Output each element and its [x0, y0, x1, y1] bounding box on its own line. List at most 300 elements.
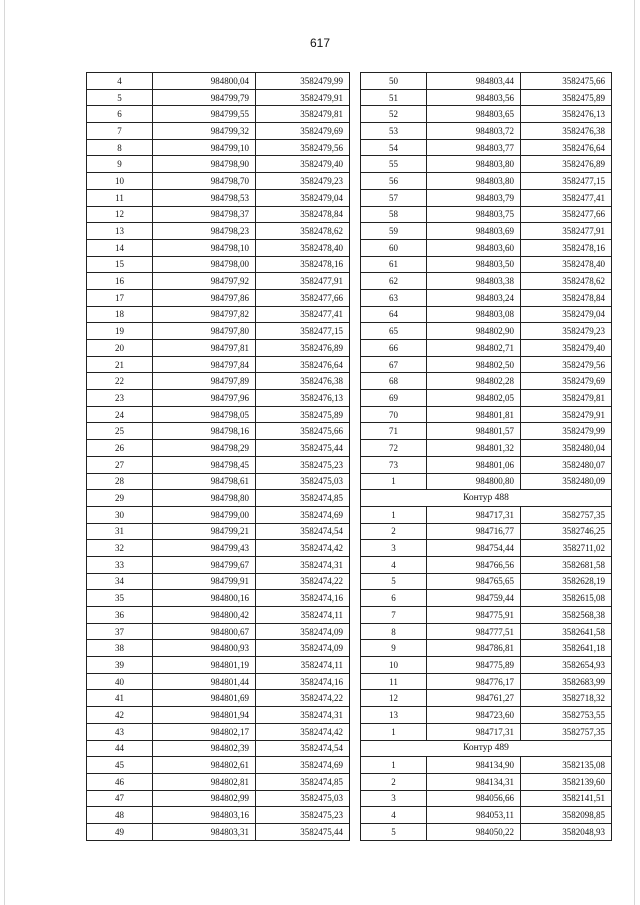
x-coordinate-cell: 984802,71: [427, 340, 521, 357]
point-number-cell: 4: [361, 807, 427, 824]
y-coordinate-cell: 3582135,08: [521, 757, 612, 774]
x-coordinate-cell: 984803,65: [427, 106, 521, 123]
y-coordinate-cell: 3582480,04: [521, 440, 612, 457]
table-row: [361, 306, 612, 323]
point-number-cell: 57: [361, 189, 427, 206]
x-coordinate-cell: 984797,86: [153, 289, 256, 306]
table-row: [361, 773, 612, 790]
table-row: [361, 139, 612, 156]
point-number-cell: 24: [87, 406, 153, 423]
scan-edge-left: [4, 0, 5, 905]
table-row: [361, 273, 612, 290]
x-coordinate-cell: 984799,79: [153, 89, 256, 106]
y-coordinate-cell: 3582757,35: [521, 506, 612, 523]
point-number-cell: 3: [361, 790, 427, 807]
x-coordinate-cell: 984134,90: [427, 757, 521, 774]
table-row: [87, 440, 350, 457]
table-row: [361, 73, 612, 90]
point-number-cell: 3: [361, 540, 427, 557]
point-number-cell: 58: [361, 206, 427, 223]
point-number-cell: 4: [87, 73, 153, 90]
table-row: [87, 173, 350, 190]
table-row: [87, 390, 350, 407]
point-number-cell: 27: [87, 456, 153, 473]
x-coordinate-cell: 984803,80: [427, 156, 521, 173]
y-coordinate-cell: 3582477,66: [521, 206, 612, 223]
y-coordinate-cell: 3582479,99: [521, 423, 612, 440]
point-number-cell: 60: [361, 239, 427, 256]
point-number-cell: 43: [87, 723, 153, 740]
table-row: [361, 690, 612, 707]
point-number-cell: 44: [87, 740, 153, 757]
point-number-cell: 31: [87, 523, 153, 540]
y-coordinate-cell: 3582479,81: [521, 390, 612, 407]
point-number-cell: 16: [87, 273, 153, 290]
point-number-cell: 5: [361, 573, 427, 590]
y-coordinate-cell: 3582477,91: [256, 273, 350, 290]
table-row: [87, 740, 350, 757]
point-number-cell: 5: [87, 89, 153, 106]
x-coordinate-cell: 984798,05: [153, 406, 256, 423]
x-coordinate-cell: 984802,50: [427, 356, 521, 373]
table-row: [361, 173, 612, 190]
x-coordinate-cell: 984801,81: [427, 406, 521, 423]
point-number-cell: 1: [361, 473, 427, 490]
y-coordinate-cell: 3582478,40: [521, 256, 612, 273]
x-coordinate-cell: 984797,84: [153, 356, 256, 373]
y-coordinate-cell: 3582475,23: [256, 456, 350, 473]
point-number-cell: 48: [87, 807, 153, 824]
contour-header-row: [361, 740, 612, 757]
x-coordinate-cell: 984801,06: [427, 456, 521, 473]
point-number-cell: 22: [87, 373, 153, 390]
table-row: [87, 456, 350, 473]
x-coordinate-cell: 984803,69: [427, 223, 521, 240]
x-coordinate-cell: 984803,38: [427, 273, 521, 290]
y-coordinate-cell: 3582474,11: [256, 657, 350, 674]
table-row: [87, 306, 350, 323]
x-coordinate-cell: 984717,31: [427, 506, 521, 523]
y-coordinate-cell: 3582568,38: [521, 607, 612, 624]
point-number-cell: 12: [87, 206, 153, 223]
point-number-cell: 7: [361, 607, 427, 624]
point-number-cell: 6: [87, 106, 153, 123]
point-number-cell: 73: [361, 456, 427, 473]
contour-header: Контур 488: [361, 490, 612, 507]
y-coordinate-cell: 3582474,09: [256, 640, 350, 657]
y-coordinate-cell: 3582474,85: [256, 490, 350, 507]
table-row: [87, 707, 350, 724]
y-coordinate-cell: 3582474,54: [256, 740, 350, 757]
x-coordinate-cell: 984723,60: [427, 707, 521, 724]
x-coordinate-cell: 984799,91: [153, 573, 256, 590]
y-coordinate-cell: 3582475,03: [256, 790, 350, 807]
x-coordinate-cell: 984801,44: [153, 673, 256, 690]
x-coordinate-cell: 984799,10: [153, 139, 256, 156]
point-number-cell: 29: [87, 490, 153, 507]
y-coordinate-cell: 3582478,16: [256, 256, 350, 273]
y-coordinate-cell: 3582475,89: [256, 406, 350, 423]
table-row: [361, 540, 612, 557]
y-coordinate-cell: 3582479,40: [521, 340, 612, 357]
table-row: [361, 640, 612, 657]
y-coordinate-cell: 3582753,55: [521, 707, 612, 724]
point-number-cell: 10: [87, 173, 153, 190]
table-row: [87, 807, 350, 824]
x-coordinate-cell: 984797,96: [153, 390, 256, 407]
table-row: [361, 323, 612, 340]
y-coordinate-cell: 3582479,23: [521, 323, 612, 340]
x-coordinate-cell: 984800,80: [427, 473, 521, 490]
point-number-cell: 21: [87, 356, 153, 373]
x-coordinate-cell: 984797,92: [153, 273, 256, 290]
y-coordinate-cell: 3582757,35: [521, 723, 612, 740]
y-coordinate-cell: 3582479,56: [521, 356, 612, 373]
table-row: [361, 406, 612, 423]
point-number-cell: 42: [87, 707, 153, 724]
y-coordinate-cell: 3582474,42: [256, 540, 350, 557]
y-coordinate-cell: 3582475,03: [256, 473, 350, 490]
table-row: [87, 289, 350, 306]
table-row: [87, 323, 350, 340]
y-coordinate-cell: 3582478,84: [521, 289, 612, 306]
point-number-cell: 71: [361, 423, 427, 440]
point-number-cell: 65: [361, 323, 427, 340]
table-row: [87, 556, 350, 573]
x-coordinate-cell: 984803,80: [427, 173, 521, 190]
table-row: [361, 390, 612, 407]
table-row: [87, 657, 350, 674]
x-coordinate-cell: 984759,44: [427, 590, 521, 607]
table-row: [87, 406, 350, 423]
x-coordinate-cell: 984803,77: [427, 139, 521, 156]
point-number-cell: 1: [361, 723, 427, 740]
y-coordinate-cell: 3582475,66: [521, 73, 612, 90]
table-row: [361, 623, 612, 640]
y-coordinate-cell: 3582478,62: [521, 273, 612, 290]
point-number-cell: 10: [361, 657, 427, 674]
y-coordinate-cell: 3582681,58: [521, 556, 612, 573]
x-coordinate-cell: 984801,69: [153, 690, 256, 707]
contour-header-row: [361, 490, 612, 507]
table-row: [87, 673, 350, 690]
page-number: 617: [309, 36, 331, 50]
x-coordinate-cell: 984761,27: [427, 690, 521, 707]
x-coordinate-cell: 984800,67: [153, 623, 256, 640]
x-coordinate-cell: 984797,89: [153, 373, 256, 390]
point-number-cell: 9: [361, 640, 427, 657]
table-row: [361, 807, 612, 824]
y-coordinate-cell: 3582476,13: [256, 390, 350, 407]
y-coordinate-cell: 3582474,31: [256, 707, 350, 724]
y-coordinate-cell: 3582474,31: [256, 556, 350, 573]
table-row: [361, 723, 612, 740]
table-row: [87, 690, 350, 707]
table-row: [361, 657, 612, 674]
x-coordinate-cell: 984798,70: [153, 173, 256, 190]
y-coordinate-cell: 3582480,07: [521, 456, 612, 473]
point-number-cell: 2: [361, 773, 427, 790]
coordinates-table-right: [360, 72, 612, 841]
x-coordinate-cell: 984776,17: [427, 673, 521, 690]
x-coordinate-cell: 984798,10: [153, 239, 256, 256]
x-coordinate-cell: 984798,45: [153, 456, 256, 473]
point-number-cell: 7: [87, 123, 153, 140]
x-coordinate-cell: 984797,82: [153, 306, 256, 323]
table-row: [87, 189, 350, 206]
scan-edge-right: [634, 0, 635, 905]
point-number-cell: 50: [361, 73, 427, 90]
y-coordinate-cell: 3582479,04: [256, 189, 350, 206]
point-number-cell: 41: [87, 690, 153, 707]
y-coordinate-cell: 3582641,18: [521, 640, 612, 657]
y-coordinate-cell: 3582479,23: [256, 173, 350, 190]
table-row: [87, 506, 350, 523]
y-coordinate-cell: 3582476,38: [256, 373, 350, 390]
y-coordinate-cell: 3582628,19: [521, 573, 612, 590]
x-coordinate-cell: 984803,60: [427, 239, 521, 256]
y-coordinate-cell: 3582474,69: [256, 506, 350, 523]
table-row: [87, 723, 350, 740]
x-coordinate-cell: 984800,93: [153, 640, 256, 657]
coordinates-table-left: [86, 72, 350, 841]
table-row: [87, 106, 350, 123]
point-number-cell: 47: [87, 790, 153, 807]
table-row: [361, 239, 612, 256]
x-coordinate-cell: 984799,21: [153, 523, 256, 540]
table-row: [87, 156, 350, 173]
y-coordinate-cell: 3582475,44: [256, 823, 350, 840]
table-row: [87, 423, 350, 440]
y-coordinate-cell: 3582478,62: [256, 223, 350, 240]
point-number-cell: 1: [361, 506, 427, 523]
table-row: [361, 506, 612, 523]
y-coordinate-cell: 3582139,60: [521, 773, 612, 790]
table-row: [361, 189, 612, 206]
point-number-cell: 36: [87, 607, 153, 624]
y-coordinate-cell: 3582476,13: [521, 106, 612, 123]
y-coordinate-cell: 3582475,89: [521, 89, 612, 106]
x-coordinate-cell: 984798,00: [153, 256, 256, 273]
x-coordinate-cell: 984754,44: [427, 540, 521, 557]
x-coordinate-cell: 984134,31: [427, 773, 521, 790]
x-coordinate-cell: 984800,42: [153, 607, 256, 624]
table-row: [361, 573, 612, 590]
x-coordinate-cell: 984803,50: [427, 256, 521, 273]
table-row: [87, 590, 350, 607]
table-row: [87, 73, 350, 90]
x-coordinate-cell: 984802,81: [153, 773, 256, 790]
table-row: [87, 523, 350, 540]
point-number-cell: 19: [87, 323, 153, 340]
table-row: [361, 790, 612, 807]
y-coordinate-cell: 3582479,91: [521, 406, 612, 423]
x-coordinate-cell: 984798,53: [153, 189, 256, 206]
x-coordinate-cell: 984799,55: [153, 106, 256, 123]
x-coordinate-cell: 984803,31: [153, 823, 256, 840]
contour-header: Контур 489: [361, 740, 612, 757]
table-row: [87, 823, 350, 840]
table-row: [87, 473, 350, 490]
point-number-cell: 17: [87, 289, 153, 306]
table-row: [361, 223, 612, 240]
x-coordinate-cell: 984802,05: [427, 390, 521, 407]
table-row: [361, 456, 612, 473]
point-number-cell: 15: [87, 256, 153, 273]
point-number-cell: 26: [87, 440, 153, 457]
table-row: [361, 106, 612, 123]
table-row: [361, 556, 612, 573]
y-coordinate-cell: 3582476,89: [256, 340, 350, 357]
point-number-cell: 13: [87, 223, 153, 240]
x-coordinate-cell: 984801,19: [153, 657, 256, 674]
table-row: [87, 790, 350, 807]
y-coordinate-cell: 3582718,32: [521, 690, 612, 707]
table-row: [87, 573, 350, 590]
point-number-cell: 69: [361, 390, 427, 407]
y-coordinate-cell: 3582479,56: [256, 139, 350, 156]
table-row: [361, 590, 612, 607]
point-number-cell: 66: [361, 340, 427, 357]
table-row: [87, 123, 350, 140]
table-row: [361, 289, 612, 306]
y-coordinate-cell: 3582474,22: [256, 690, 350, 707]
table-row: [87, 757, 350, 774]
table-row: [361, 206, 612, 223]
point-number-cell: 46: [87, 773, 153, 790]
y-coordinate-cell: 3582474,22: [256, 573, 350, 590]
y-coordinate-cell: 3582476,38: [521, 123, 612, 140]
x-coordinate-cell: 984799,43: [153, 540, 256, 557]
point-number-cell: 56: [361, 173, 427, 190]
table-row: [361, 607, 612, 624]
point-number-cell: 59: [361, 223, 427, 240]
point-number-cell: 38: [87, 640, 153, 657]
y-coordinate-cell: 3582476,89: [521, 156, 612, 173]
table-row: [361, 340, 612, 357]
x-coordinate-cell: 984775,89: [427, 657, 521, 674]
point-number-cell: 34: [87, 573, 153, 590]
y-coordinate-cell: 3582479,81: [256, 106, 350, 123]
point-number-cell: 12: [361, 690, 427, 707]
table-row: [361, 156, 612, 173]
point-number-cell: 8: [361, 623, 427, 640]
table-row: [361, 757, 612, 774]
y-coordinate-cell: 3582711,02: [521, 540, 612, 557]
x-coordinate-cell: 984802,39: [153, 740, 256, 757]
point-number-cell: 14: [87, 239, 153, 256]
point-number-cell: 8: [87, 139, 153, 156]
point-number-cell: 1: [361, 757, 427, 774]
y-coordinate-cell: 3582477,91: [521, 223, 612, 240]
point-number-cell: 28: [87, 473, 153, 490]
x-coordinate-cell: 984800,04: [153, 73, 256, 90]
y-coordinate-cell: 3582474,11: [256, 607, 350, 624]
y-coordinate-cell: 3582479,04: [521, 306, 612, 323]
y-coordinate-cell: 3582474,16: [256, 673, 350, 690]
x-coordinate-cell: 984798,16: [153, 423, 256, 440]
table-row: [87, 490, 350, 507]
y-coordinate-cell: 3582475,66: [256, 423, 350, 440]
table-row: [361, 373, 612, 390]
x-coordinate-cell: 984050,22: [427, 823, 521, 840]
y-coordinate-cell: 3582477,66: [256, 289, 350, 306]
table-row: [87, 139, 350, 156]
point-number-cell: 53: [361, 123, 427, 140]
point-number-cell: 5: [361, 823, 427, 840]
y-coordinate-cell: 3582474,85: [256, 773, 350, 790]
table-row: [361, 823, 612, 840]
point-number-cell: 55: [361, 156, 427, 173]
x-coordinate-cell: 984777,51: [427, 623, 521, 640]
y-coordinate-cell: 3582478,84: [256, 206, 350, 223]
point-number-cell: 61: [361, 256, 427, 273]
point-number-cell: 40: [87, 673, 153, 690]
x-coordinate-cell: 984802,61: [153, 757, 256, 774]
point-number-cell: 11: [361, 673, 427, 690]
point-number-cell: 30: [87, 506, 153, 523]
y-coordinate-cell: 3582474,09: [256, 623, 350, 640]
point-number-cell: 45: [87, 757, 153, 774]
y-coordinate-cell: 3582479,69: [521, 373, 612, 390]
table-row: [87, 239, 350, 256]
point-number-cell: 70: [361, 406, 427, 423]
x-coordinate-cell: 984798,23: [153, 223, 256, 240]
point-number-cell: 6: [361, 590, 427, 607]
x-coordinate-cell: 984801,32: [427, 440, 521, 457]
point-number-cell: 33: [87, 556, 153, 573]
x-coordinate-cell: 984765,65: [427, 573, 521, 590]
y-coordinate-cell: 3582477,15: [256, 323, 350, 340]
table-row: [87, 273, 350, 290]
y-coordinate-cell: 3582474,54: [256, 523, 350, 540]
table-row: [87, 540, 350, 557]
point-number-cell: 13: [361, 707, 427, 724]
x-coordinate-cell: 984056,66: [427, 790, 521, 807]
point-number-cell: 68: [361, 373, 427, 390]
y-coordinate-cell: 3582478,40: [256, 239, 350, 256]
y-coordinate-cell: 3582098,85: [521, 807, 612, 824]
x-coordinate-cell: 984798,61: [153, 473, 256, 490]
y-coordinate-cell: 3582474,42: [256, 723, 350, 740]
x-coordinate-cell: 984716,77: [427, 523, 521, 540]
table-row: [361, 440, 612, 457]
y-coordinate-cell: 3582477,15: [521, 173, 612, 190]
table-row: [87, 89, 350, 106]
x-coordinate-cell: 984798,90: [153, 156, 256, 173]
table-row: [361, 473, 612, 490]
table-row: [361, 707, 612, 724]
table-row: [87, 607, 350, 624]
x-coordinate-cell: 984803,72: [427, 123, 521, 140]
x-coordinate-cell: 984802,28: [427, 373, 521, 390]
table-row: [87, 373, 350, 390]
x-coordinate-cell: 984803,75: [427, 206, 521, 223]
table-row: [361, 89, 612, 106]
x-coordinate-cell: 984803,44: [427, 73, 521, 90]
x-coordinate-cell: 984802,17: [153, 723, 256, 740]
point-number-cell: 49: [87, 823, 153, 840]
x-coordinate-cell: 984799,67: [153, 556, 256, 573]
x-coordinate-cell: 984800,16: [153, 590, 256, 607]
x-coordinate-cell: 984798,29: [153, 440, 256, 457]
point-number-cell: 37: [87, 623, 153, 640]
x-coordinate-cell: 984797,80: [153, 323, 256, 340]
x-coordinate-cell: 984786,81: [427, 640, 521, 657]
y-coordinate-cell: 3582683,99: [521, 673, 612, 690]
point-number-cell: 39: [87, 657, 153, 674]
x-coordinate-cell: 984801,57: [427, 423, 521, 440]
